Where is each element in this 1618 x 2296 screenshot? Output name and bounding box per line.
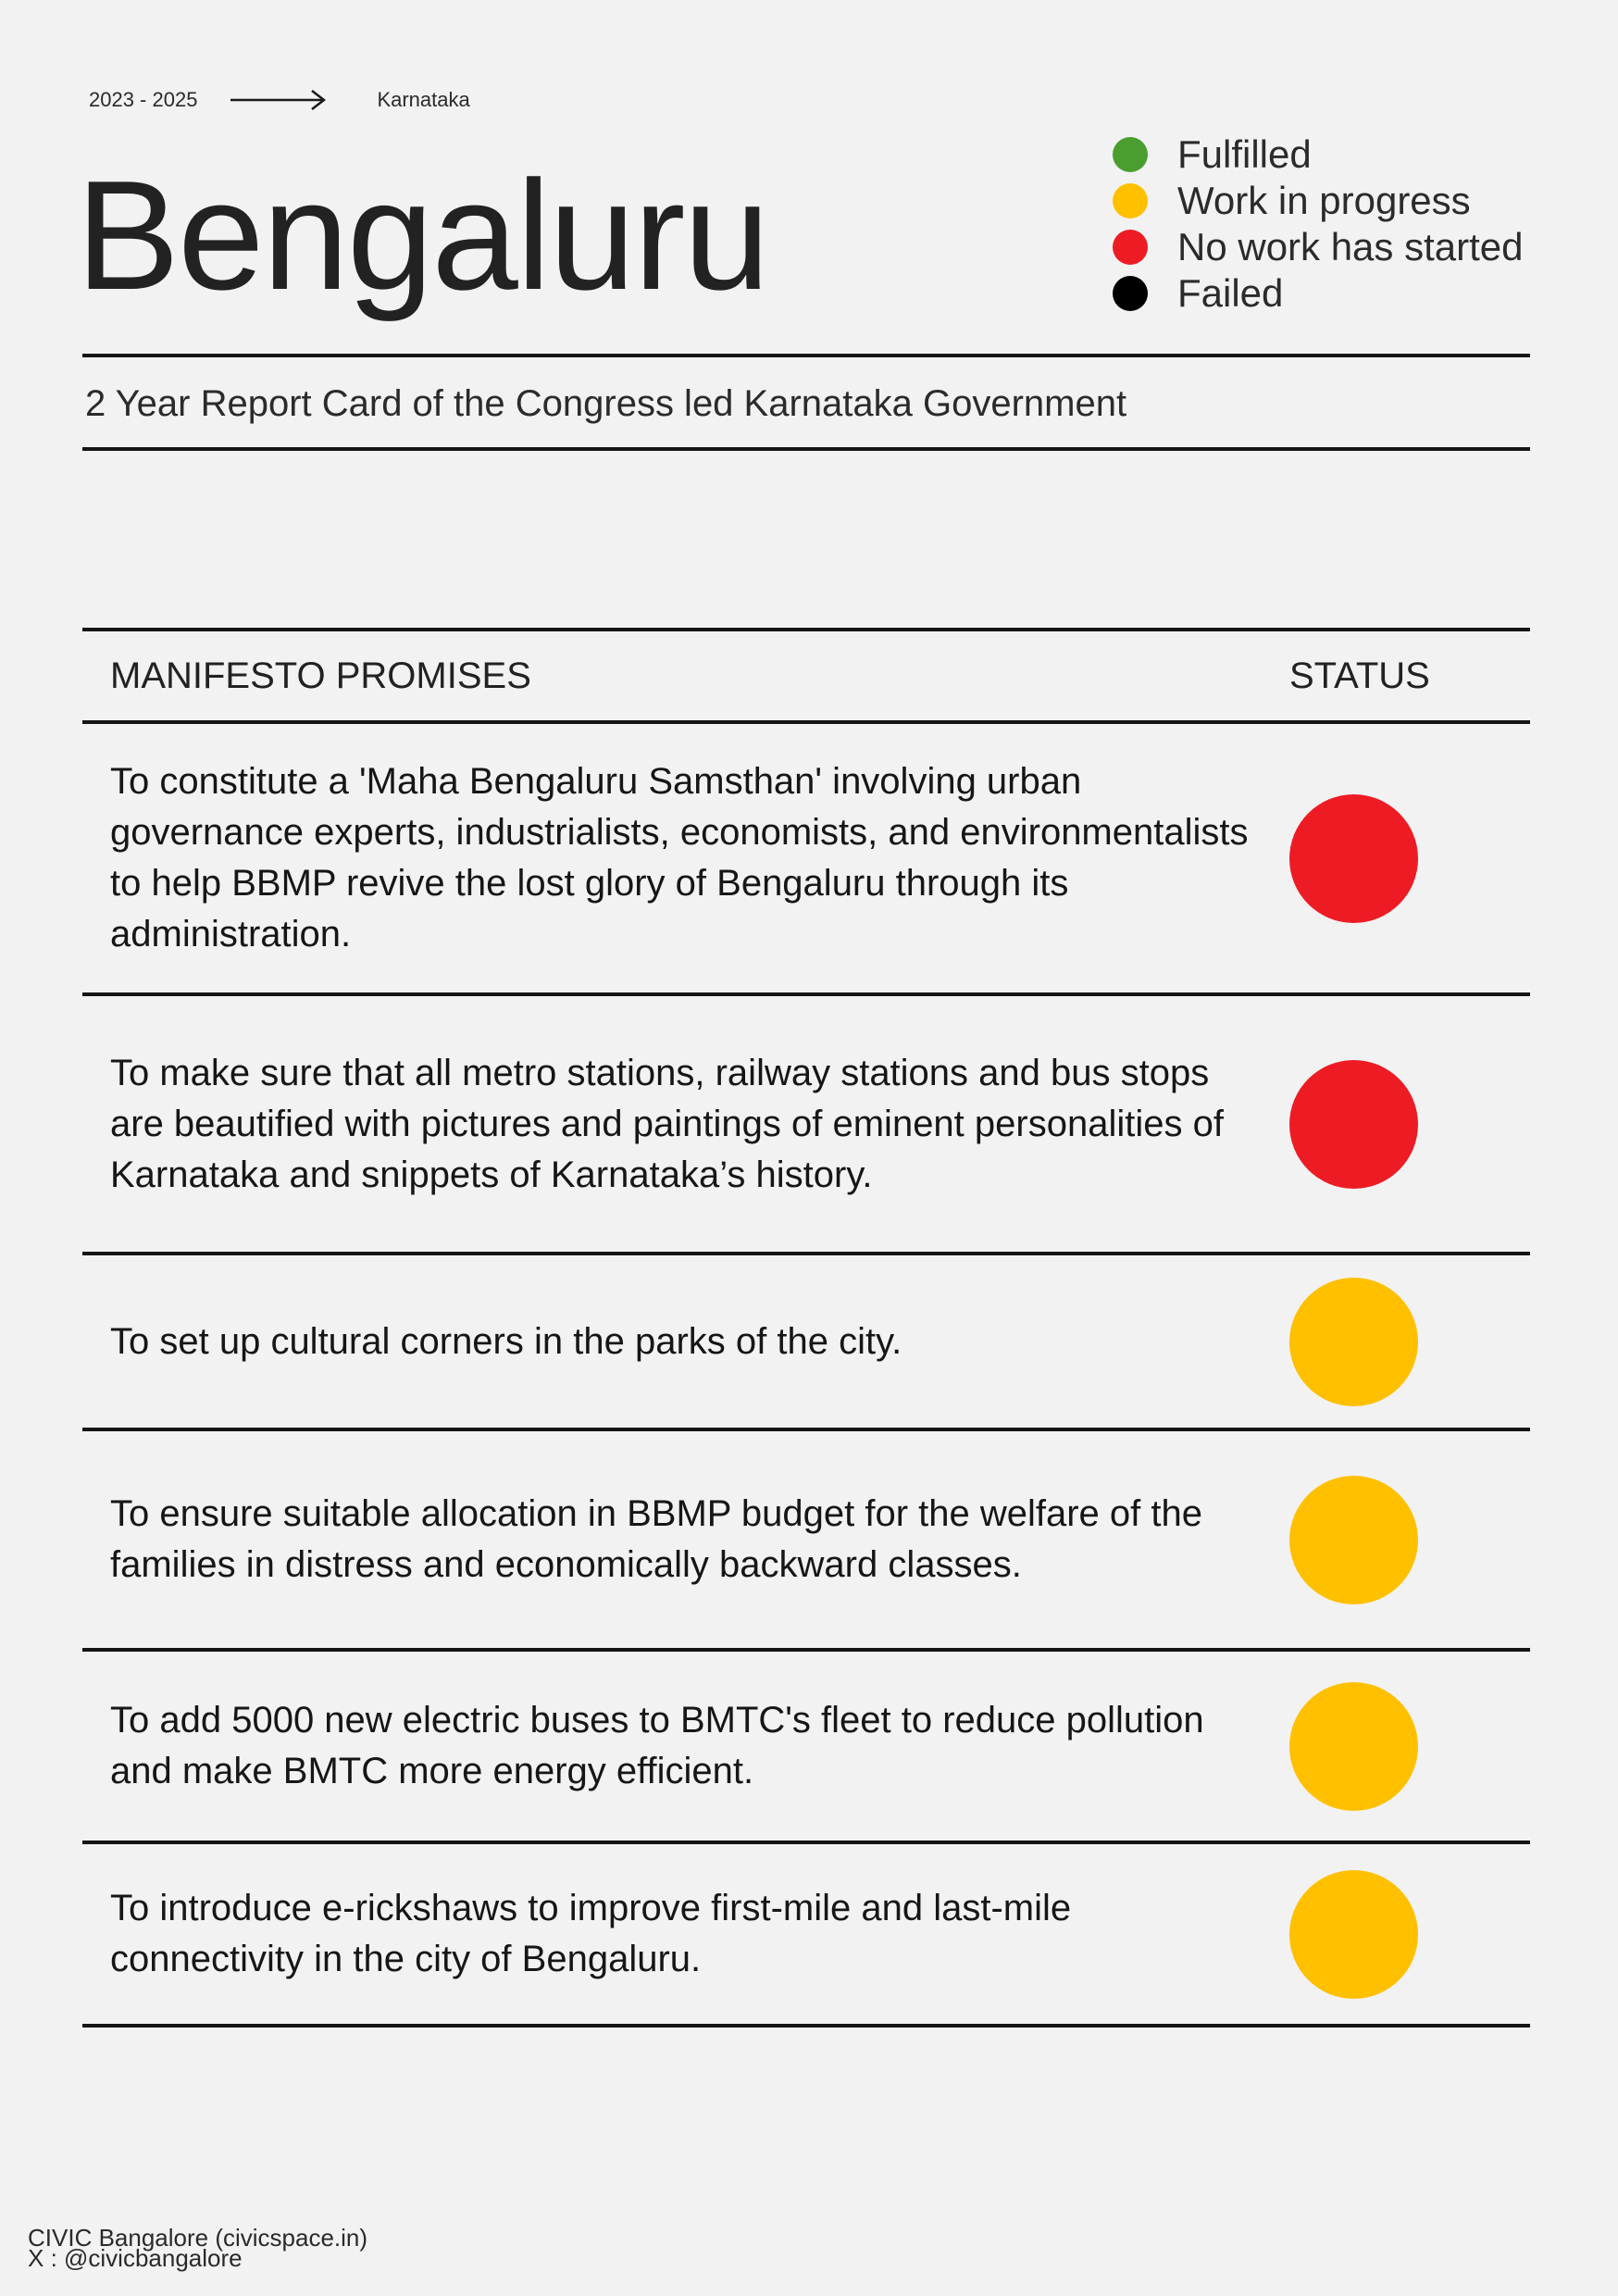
footer-handle: X : @civicbangalore [28, 2244, 243, 2272]
legend-label: Failed [1177, 271, 1284, 315]
column-header-status: STATUS [1289, 655, 1430, 696]
yellow-status-dot-icon [1289, 1476, 1418, 1604]
yellow-status-dot-icon [1289, 1682, 1418, 1811]
column-header-promises: MANIFESTO PROMISES [110, 655, 531, 696]
red-status-dot-icon [1289, 1060, 1418, 1189]
legend-label: Work in progress [1177, 179, 1471, 222]
arrow-right-icon [230, 89, 327, 111]
divider [82, 354, 1530, 357]
legend-item-failed [1113, 270, 1524, 317]
promise-text: To ensure suitable allocation in BBMP budget for the welfare of the families in distress and economically backward classes. [110, 1493, 1202, 1585]
yellow-status-dot-icon [1289, 1278, 1418, 1406]
legend-item-work-in-progress [1113, 178, 1524, 224]
divider [82, 447, 1530, 451]
table-row [82, 1431, 1530, 1652]
table-row [82, 1652, 1530, 1844]
footer-credits [28, 2224, 368, 2272]
promise-text: To make sure that all metro stations, railway stations and bus stops are beautified with pictures and paintings of eminent personalities of Karnataka and snippets of Karnataka’s history. [110, 1052, 1224, 1195]
promise-text: To set up cultural corners in the parks of the city. [110, 1320, 902, 1362]
promise-text: To introduce e-rickshaws to improve first-mile and last-mile connectivity in the city of Bengaluru. [110, 1888, 1072, 1979]
status-legend [1113, 131, 1524, 317]
yellow-dot-icon [1113, 183, 1148, 218]
table-row [82, 996, 1530, 1255]
legend-label: Fulfilled [1177, 132, 1312, 176]
promise-text: To constitute a 'Maha Bengaluru Samsthan' involving urban governance experts, industrialists, economists, and environmentalists to help BBMP revive the lost glory of Bengaluru through its administration. [110, 761, 1249, 955]
red-status-dot-icon [1289, 794, 1418, 923]
page-subtitle: 2 Year Report Card of the Congress led Karnataka Government [85, 383, 1127, 424]
yellow-status-dot-icon [1289, 1870, 1418, 1999]
region-label: Karnataka [377, 88, 470, 111]
table-header [82, 631, 1530, 724]
legend-item-fulfilled [1113, 131, 1524, 178]
table-row [82, 1844, 1530, 2028]
years-label: 2023 - 2025 [89, 88, 198, 111]
table-row [82, 724, 1530, 996]
promise-text: To add 5000 new electric buses to BMTC's fleet to reduce pollution and make BMTC more energy efficient. [110, 1700, 1204, 1791]
legend-item-no-work-started [1113, 224, 1524, 270]
top-bar [89, 85, 470, 115]
footer-org: CIVIC Bangalore (civicspace.in) [28, 2224, 368, 2252]
black-dot-icon [1113, 276, 1148, 311]
green-dot-icon [1113, 137, 1148, 172]
table-row [82, 1255, 1530, 1431]
page-title: Bengaluru [76, 148, 768, 322]
red-dot-icon [1113, 230, 1148, 265]
promises-table [82, 628, 1530, 2028]
legend-label: No work has started [1177, 225, 1524, 268]
